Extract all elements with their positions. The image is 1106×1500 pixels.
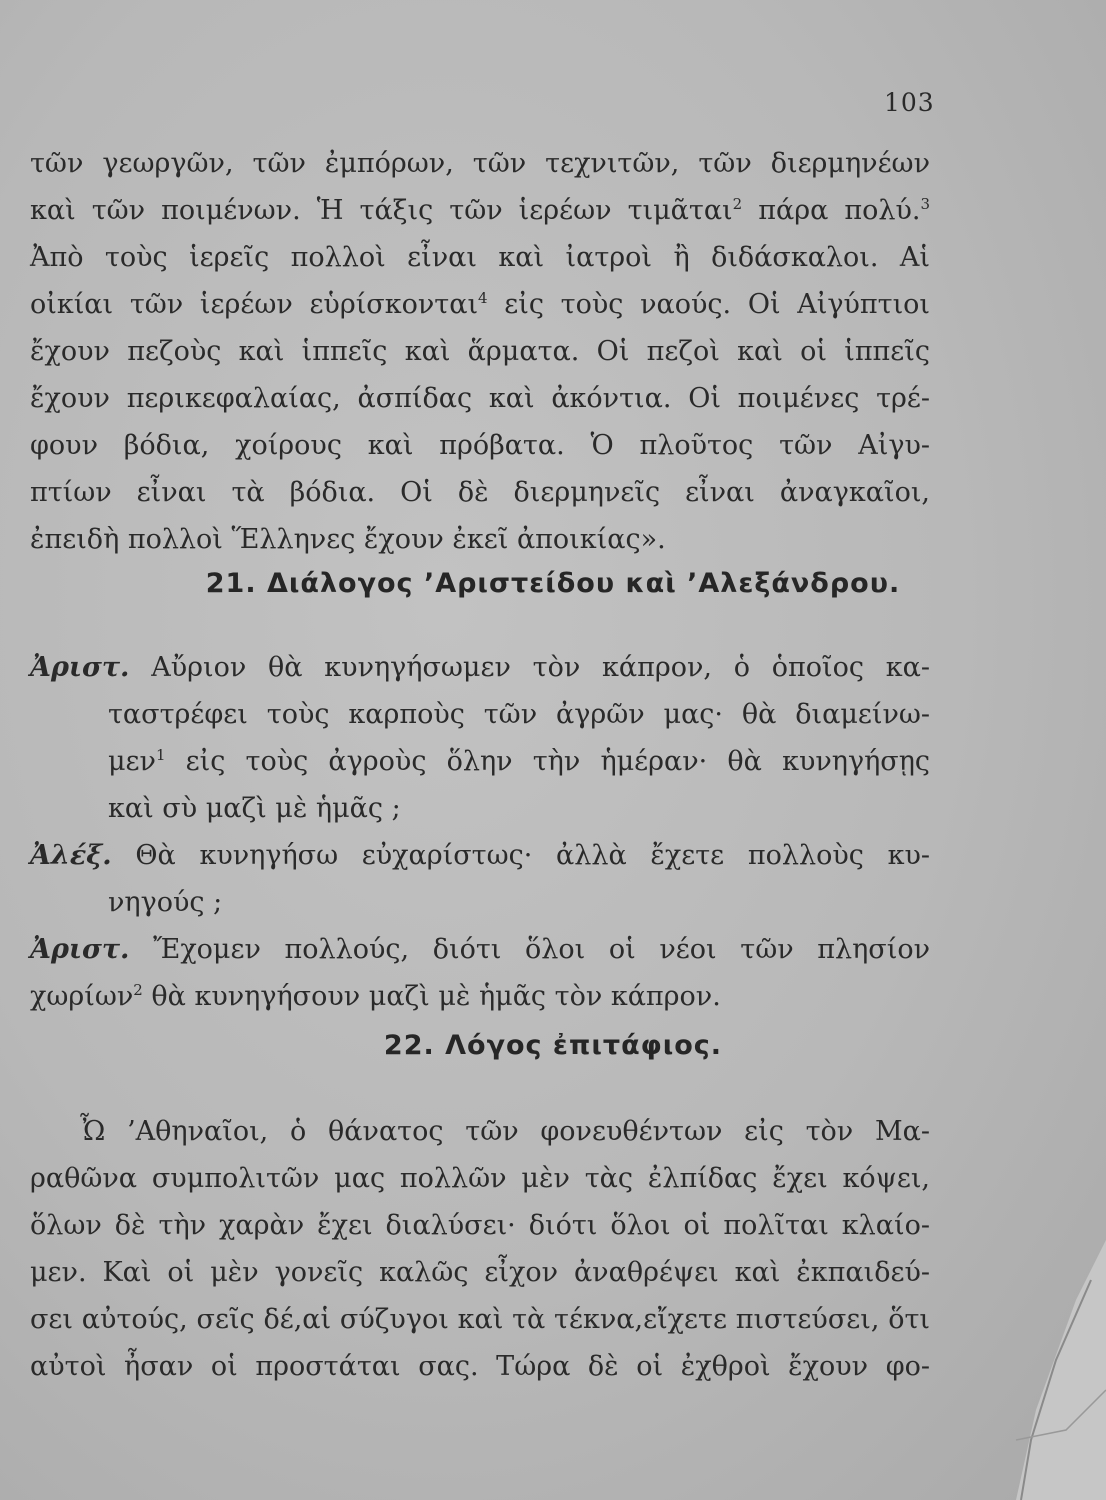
dialogue-line: νηγούς ; [108,887,223,918]
text-line: αὐτοὶ ἦσαν οἱ προστάται σας. Τώρα δὲ οἱ ἐχθροὶ ἔχουν φο- [30,1351,930,1382]
dialogue-line: καὶ σὺ μαζὶ μὲ ἡμᾶς ; [108,793,401,824]
footnote-mark: 4 [478,289,488,307]
text-line [30,187,930,234]
page-corner-artifact [996,1240,1106,1500]
text-line: ὅλων δὲ τὴν χαρὰν ἔχει διαλύσει· διότι ὅλοι οἱ πολῖται κλαίο- [30,1210,930,1241]
paragraph-funeral-oration [30,1108,930,1390]
dialogue-line: ταστρέφει τοὺς καρποὺς τῶν ἀγρῶν μας· θὰ διαμείνω- [108,699,930,730]
footnote-mark: 1 [155,746,166,764]
text-line [30,281,930,328]
dialogue-aristeides-alexandros [30,644,930,1020]
text-line: τῶν γεωργῶν, τῶν ἐμπόρων, τῶν τεχνιτῶν, τῶν διερμηνέων [30,148,930,179]
text-span: Ἔχομεν πολλούς, διότι ὅλοι οἱ νέοι τῶν πλησίον [129,934,930,965]
text-span: πάρα πολύ. [742,195,921,226]
text-line: Ὦ ’Αθηναῖοι, ὁ θάνατος τῶν φονευθέντων εἰς τὸν Μα- [80,1116,930,1147]
page-number: 103 [884,88,935,117]
text-line: ἐπειδὴ πολλοὶ Ἕλληνες ἔχουν ἐκεῖ ἀποικίας». [30,524,666,555]
dialogue-line [30,644,930,691]
speaker-label: Ἀριστ. [30,652,130,683]
text-line: ραθῶνα συμπολιτῶν μας πολλῶν μὲν τὰς ἐλπίδας ἔχει κόψει, [30,1163,930,1194]
text-span: εἰς τοὺς ἀγροὺς ὅλην τὴν ἡμέραν· θὰ κυνηγήσῃς [165,746,930,777]
text-span: Αὔριον θὰ κυνηγήσωμεν τὸν κάπρον, ὁ ὁποῖος κα- [129,652,930,683]
text-span: χωρίων [30,981,134,1012]
text-span: καὶ τῶν ποιμένων. Ἡ τάξις τῶν ἱερέων τιμᾶται [30,195,733,226]
text-line: φουν βόδια, χοίρους καὶ πρόβατα. Ὁ πλοῦτος τῶν Αἰγυ- [30,430,930,461]
text-line: ἔχουν πεζοὺς καὶ ἱππεῖς καὶ ἅρματα. Οἱ πεζοὶ καὶ οἱ ἱππεῖς [30,336,930,367]
dialogue-line [30,973,930,1020]
text-line: μεν. Καὶ οἱ μὲν γονεῖς καλῶς εἶχον ἀναθρέψει καὶ ἐκπαιδεύ- [30,1257,930,1288]
text-span: οἰκίαι τῶν ἱερέων εὑρίσκονται [30,289,479,320]
text-span: Θὰ κυνηγήσω εὐχαρίστως· ἀλλὰ ἔχετε πολλοὺς κυ- [111,840,930,871]
text-span: μεν [108,746,156,777]
text-line: ἔχουν περικεφαλαίας, ἀσπίδας καὶ ἀκόντια. Οἱ ποιμένες τρέ- [30,383,930,414]
text-line: πτίων εἶναι τὰ βόδια. Οἱ δὲ διερμηνεῖς εἶναι ἀναγκαῖοι, [30,477,930,508]
footnote-mark: 3 [920,195,931,213]
section-heading-21: 21. Διάλογος ’Αριστείδου καὶ ’Αλεξάνδρου. [205,568,901,599]
text-line: Ἀπὸ τοὺς ἱερεῖς πολλοὶ εἶναι καὶ ἰατροὶ ἢ διδάσκαλοι. Αἱ [30,242,930,273]
dialogue-line [30,738,930,785]
text-line: σει αὐτούς, σεῖς δέ,αἱ σύζυγοι καὶ τὰ τέκνα,εἴχετε πιστεύσει, ὅτι [30,1304,930,1335]
speaker-label: Ἀλέξ. [30,840,112,871]
footnote-mark: 2 [133,981,143,999]
text-span: εἰς τοὺς ναούς. Οἱ Αἰγύπτιοι [487,289,930,320]
text-span: θὰ κυνηγήσουν μαζὶ μὲ ἡμᾶς τὸν κάπρον. [142,981,721,1012]
speaker-label: Ἀριστ. [30,934,130,965]
dialogue-line [30,926,930,973]
footnote-mark: 2 [732,195,743,213]
dialogue-line [30,832,930,879]
paragraph-egypt-classes [30,140,930,563]
section-heading-22: 22. Λόγος ἐπιτάφιος. [383,1030,723,1061]
